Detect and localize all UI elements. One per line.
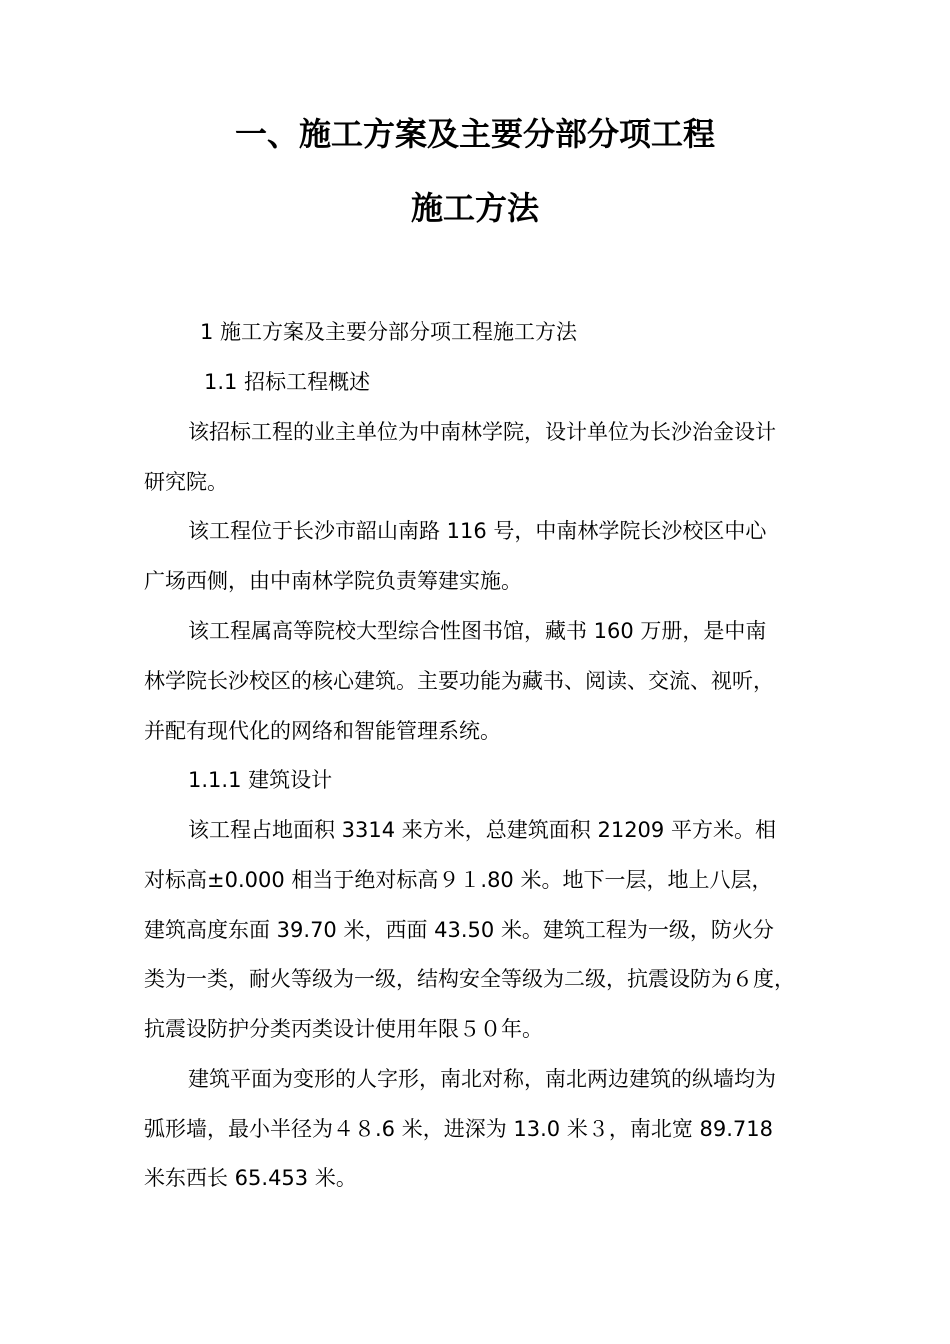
section-heading-1: 1 施工方案及主要分部分项工程施工方法 (200, 320, 578, 344)
paragraph-4-line-5: 抗震设防护分类丙类设计使用年限５０年。 (144, 1017, 543, 1041)
paragraph-5-line-3: 米东西长 65.453 米。 (144, 1166, 357, 1190)
paragraph-1-line-2: 研究院。 (144, 470, 228, 494)
paragraph-3-line-3: 并配有现代化的网络和智能管理系统。 (144, 719, 501, 743)
paragraph-5-line-2: 弧形墙，最小半径为４８.6 米，进深为 13.0 米３，南北宽 89.718 (144, 1117, 773, 1141)
document-title-line-1: 一、施工方案及主要分部分项工程 (234, 115, 715, 153)
paragraph-5-line-1: 建筑平面为变形的人字形，南北对称，南北两边建筑的纵墙均为 (188, 1067, 776, 1091)
paragraph-1-line-1: 该招标工程的业主单位为中南林学院，设计单位为长沙治金设计 (188, 420, 776, 444)
paragraph-4-line-3: 建筑高度东面 39.70 米，西面 43.50 米。建筑工程为一级，防火分 (144, 918, 774, 942)
paragraph-4-line-4: 类为一类，耐火等级为一级，结构安全等级为二级，抗震设防为６度， (144, 967, 795, 991)
paragraph-3-line-1: 该工程属高等院校大型综合性图书馆，藏书 160 万册，是中南 (188, 619, 767, 643)
paragraph-3-line-2: 林学院长沙校区的核心建筑。主要功能为藏书、阅读、交流、视听， (144, 669, 774, 693)
section-heading-1-1-1: 1.1.1 建筑设计 (188, 768, 333, 792)
paragraph-2-line-1: 该工程位于长沙市韶山南路 116 号，中南林学院长沙校区中心 (188, 519, 767, 543)
paragraph-4-line-1: 该工程占地面积 3314 来方米，总建筑面积 21209 平方米。相 (188, 818, 776, 842)
section-heading-1-1: 1.1 招标工程概述 (204, 370, 371, 394)
document-title-line-2: 施工方法 (410, 189, 539, 227)
paragraph-2-line-2: 广场西侧，由中南林学院负责筹建实施。 (144, 569, 522, 593)
paragraph-4-line-2: 对标高±0.000 相当于绝对标高９１.80 米。地下一层，地上八层， (144, 868, 773, 892)
